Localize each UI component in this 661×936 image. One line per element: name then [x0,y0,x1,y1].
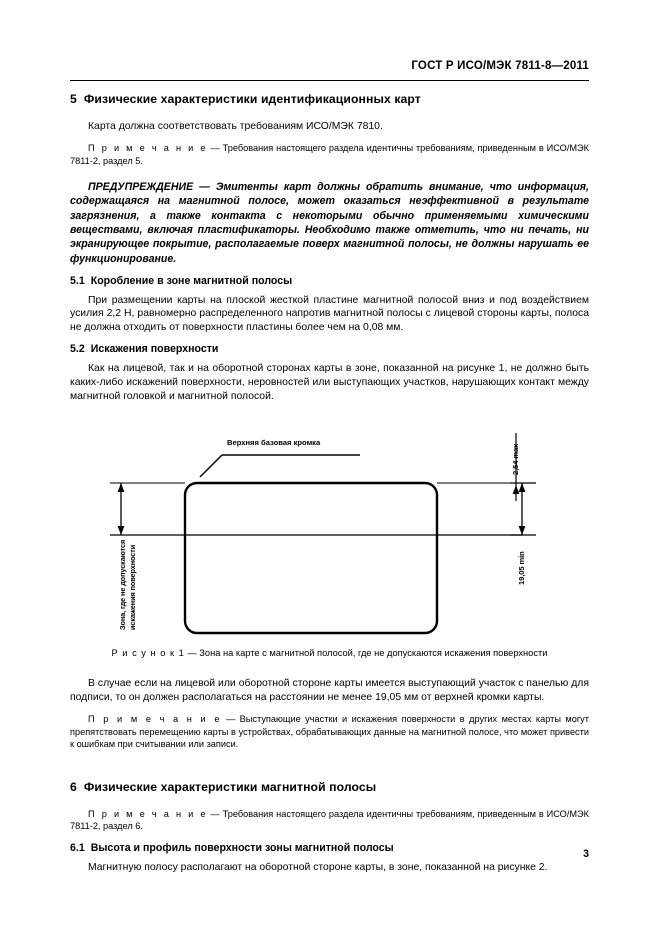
section-6-title: Физические характеристики магнитной полосы [83,779,377,794]
top-dimension-arrowhead [513,485,520,494]
page-header [70,60,589,82]
section-5-heading [70,92,589,107]
section-5-1-number: 5.1 [70,274,85,287]
figure-1-caption [70,647,589,659]
standard-header-title: ГОСТ Р ИСО/МЭК 7811-8—2011 [411,60,589,72]
note-text: — Требования настоящего раздела идентичны требованиям, приведенным в ИСО/МЭК 7811-2, раздел 5. [70,143,589,166]
note-text: — Выступающие участки и искажения поверхности в других местах карты могут препятствовать перемещению карты в устройствах, обрабатывающих данные на магнитной полосе, что может привести к ошибкам при считывании или записи. [70,714,589,750]
warning-block [70,180,589,266]
section-6-1-heading [70,842,589,856]
top-edge-leader-line [200,455,222,477]
spacer [70,760,589,780]
section-6-1-paragraph-1: Магнитную полосу располагают на оборотной стороне карты, в зоне, показанной на рисунке 2. [88,861,548,873]
figure-dimension-side: 19,05 min [517,551,526,586]
note-label: П р и м е ч а н и е [88,714,222,725]
section-5-1-paragraph-1: При размещении карты на плоской жесткой пластине магнитной полосой вниз и под воздействием усилия 2,2 Н, равномерно распределенного напротив магнитной полосы с лицевой стороны карты, полоса не должна отходить от поверхности пластины более чем на 0,08 мм. [70,294,589,334]
right-dimension-arrow-top [519,483,526,492]
spacer [70,657,589,677]
section-5-note-1 [70,142,589,167]
section-6-1-number: 6.1 [70,841,85,854]
section-5-1-heading [70,275,589,289]
section-5-2-title: Искажения поверхности [90,343,219,356]
section-5-number: 5 [70,92,77,106]
section-5-1-title: Коробление в зоне магнитной полосы [90,274,293,287]
section-5-2-note [70,713,589,751]
figure-label-zone-line-2: искажения поверхности [128,545,137,631]
figure-label-top-edge: Верхняя базовая кромка [227,438,321,448]
left-dimension-arrow-top [118,483,125,492]
page-number: 3 [583,848,589,860]
figure-1 [70,425,589,657]
figure-label-zone-line-1: Зона, где не допускаются [118,540,127,631]
warning-label: ПРЕДУПРЕЖДЕНИЕ [88,181,194,194]
card-outline-shape [185,483,437,633]
right-dimension-arrow-bottom [519,526,526,535]
note-label: П р и м е ч а н и е [88,143,208,154]
header-divider [70,80,589,81]
section-6-1-title: Высота и профиль поверхности зоны магнитной полосы [90,841,394,854]
section-6-note [70,808,589,833]
spacer [70,413,589,425]
left-dimension-arrow-bottom [118,526,125,535]
section-5-paragraph-1: Карта должна соответствовать требованиям ИСО/МЭК 7810. [88,121,383,133]
section-5-2-number: 5.2 [70,343,85,356]
note-label: П р и м е ч а н и е [88,808,208,819]
figure-caption-label: Р и с у н о к 1 [111,648,185,659]
figure-dimension-top: 2,54 max [511,444,520,476]
section-5-title: Физические характеристики идентификационных карт [83,92,421,106]
section-6-heading [70,780,589,795]
section-5-2-paragraph-1: Как на лицевой, так и на оборотной сторонах карты в зоне, показанной на рисунке 1, не должно быть каких-либо искажений поверхности, неровностей или выступающих участков, нарушающих контакт между магнитной головкой и магнитной полосой. [70,362,589,402]
note-text: — Требования настоящего раздела идентичны требованиям, приведенным в ИСО/МЭК 7811-2, раздел 6. [70,808,589,832]
figure-caption-text: — Зона на карте с магнитной полосой, где не допускаются искажения поверхности [184,648,548,659]
section-6-number: 6 [70,779,77,794]
document-body [70,92,589,882]
warning-text: — Эмитенты карт должны обратить внимание, что информация, содержащаяся на магнитной полосе, может оказаться неэффективной в результате загрязнения, а также контакта с некоторыми обычно применяемыми химическими веществами, включая пластификаторы. Необходимо также отметить, что ни печать, ни экранирующее покрытие, располагаемые поверх магнитной полосы, не должны нарушать ее функционирование. [70,181,589,265]
section-5-2-heading [70,343,589,357]
section-5-2-paragraph-2: В случае если на лицевой или оборотной стороне карты имеется выступающий участок с панелью для подписи, то он должен располагаться на расстоянии не менее 19,05 мм от верхней кромки карты. [70,678,589,704]
